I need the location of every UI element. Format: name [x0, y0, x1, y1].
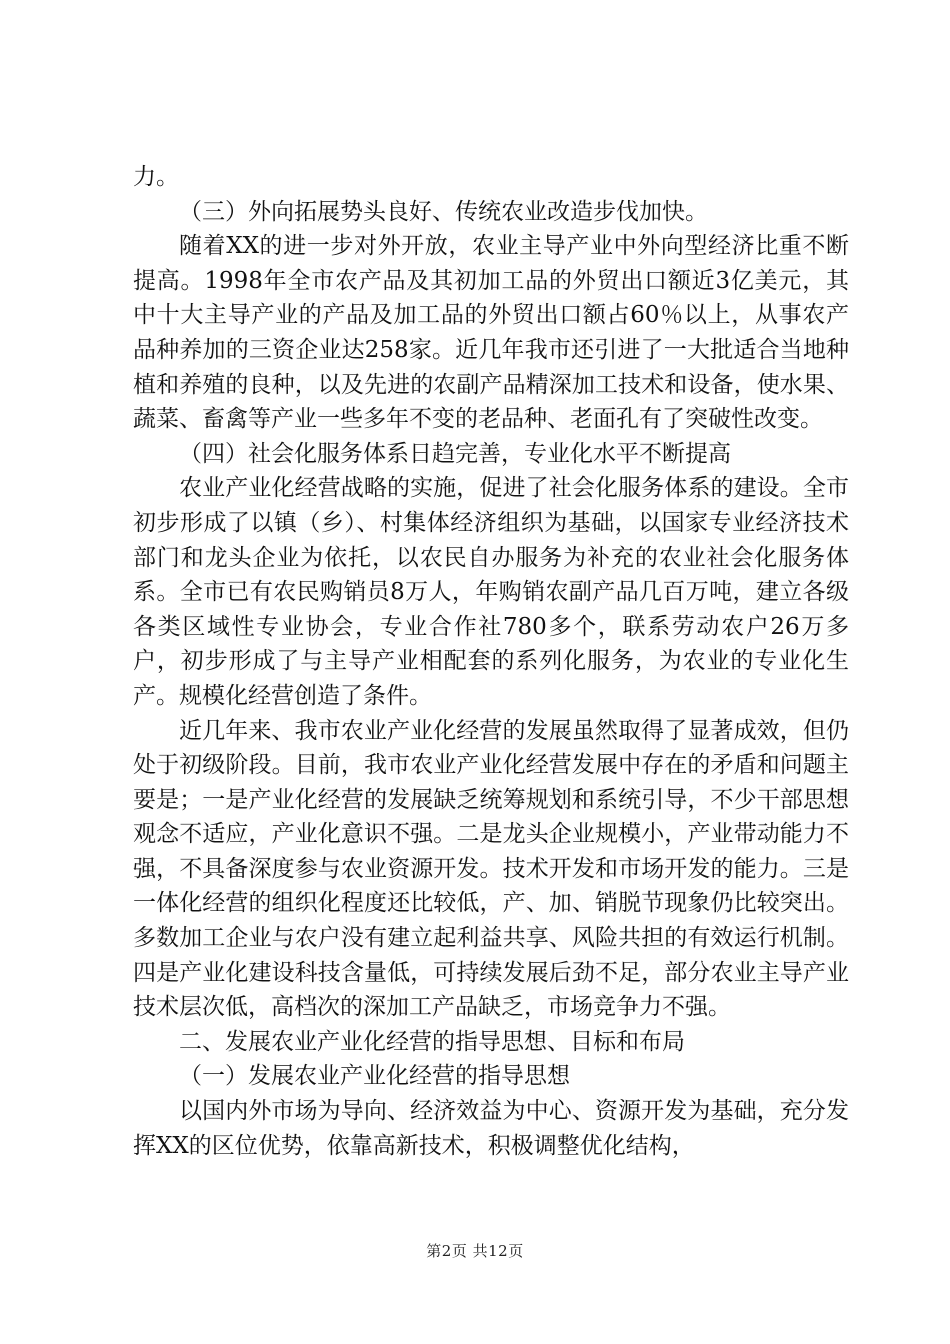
page-number-footer: 第2页 共12页	[426, 1242, 524, 1260]
section-heading: （三）外向拓展势头良好、传统农业改造步伐加快。	[179, 198, 708, 225]
document-body	[133, 160, 849, 1163]
section-heading: （四）社会化服务体系日趋完善，专业化水平不断提高	[179, 440, 731, 467]
paragraph: 近几年来、我市农业产业化经营的发展虽然取得了显著成效，但仍处于初级阶段。目前，我市农业产业化经营发展中存在的矛盾和问题主要是；一是产业化经营的发展缺乏统筹规划和系统引导，不少干部思想观念不适应，产业化意识不强。二是龙头企业规模小，产业带动能力不强，不具备深度参与农业资源开发。技术开发和市场开发的能力。三是一体化经营的组织化程度还比较低，产、加、销脱节现象仍比较突出。多数加工企业与农户没有建立起利益共享、风险共担的有效运行机制。四是产业化建设科技含量低，可持续发展后劲不足，部分农业主导产业技术层次低，高档次的深加工产品缺乏，市场竞争力不强。	[133, 717, 849, 1021]
paragraph: 以国内外市场为导向、经济效益为中心、资源开发为基础，充分发挥XX的区位优势，依靠高新技术，积极调整优化结构，	[133, 1098, 849, 1159]
paragraph: 随着XX的进一步对外开放，农业主导产业中外向型经济比重不断提高。1998年全市农产品及其初加工品的外贸出口额近3亿美元，其中十大主导产业的产品及加工品的外贸出口额占60％以上，从事农产品种养加的三资企业达258家。近几年我市还引进了一大批适合当地种植和养殖的良种，以及先进的农副产品精深加工技术和设备，使水果、蔬菜、畜禽等产业一些多年不变的老品种、老面孔有了突破性改变。	[133, 233, 849, 433]
section-heading: 二、发展农业产业化经营的指导思想、目标和布局	[179, 1028, 685, 1055]
paragraph: 农业产业化经营战略的实施，促进了社会化服务体系的建设。全市初步形成了以镇（乡）、村集体经济组织为基础，以国家专业经济技术部门和龙头企业为依托，以农民自办服务为补充的农业社会化服务体系。全市已有农民购销员8万人，年购销农副产品几百万吨，建立各级各类区域性专业协会，专业合作社780多个，联系劳动农户26万多户，初步形成了与主导产业相配套的系列化服务，为农业的专业化生产。规模化经营创造了条件。	[133, 475, 849, 709]
section-heading: （一）发展农业产业化经营的指导思想	[179, 1063, 570, 1090]
paragraph: 力。	[133, 164, 179, 190]
